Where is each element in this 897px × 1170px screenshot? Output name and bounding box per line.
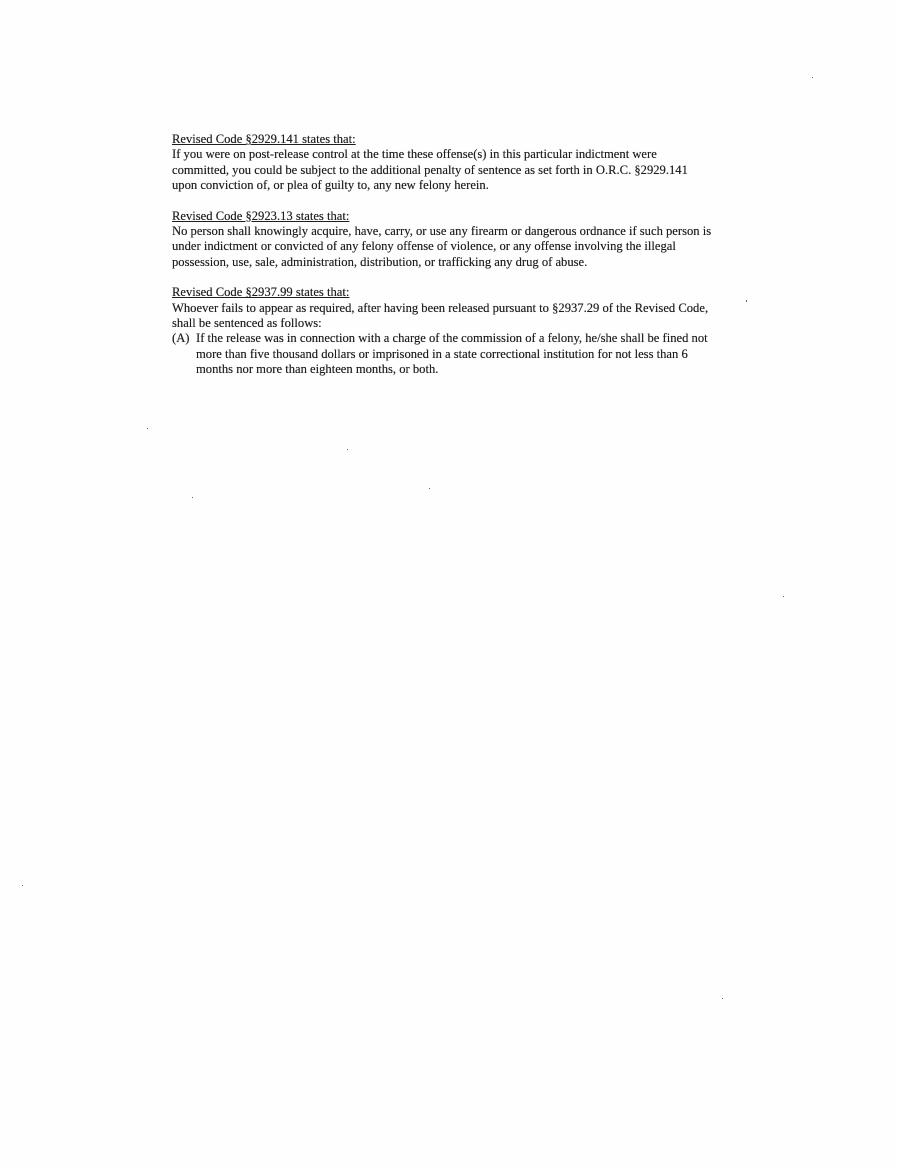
paragraph-line: upon conviction of, or plea of guilty to, any new felony herein. bbox=[172, 178, 489, 193]
section-2923-13 bbox=[172, 209, 792, 271]
scan-speck bbox=[746, 300, 747, 302]
list-item-a bbox=[172, 331, 792, 377]
scan-speck bbox=[812, 77, 813, 78]
list-item-line: months nor more than eighteen months, or both. bbox=[196, 362, 439, 377]
section-heading: Revised Code §2937.99 states that: bbox=[172, 285, 350, 300]
list-item-line: If the release was in connection with a charge of the commission of a felony, he/she shall be fined not bbox=[196, 331, 708, 346]
section-2937-99 bbox=[172, 285, 792, 377]
scan-speck bbox=[783, 596, 784, 597]
paragraph-line: Whoever fails to appear as required, after having been released pursuant to §2937.29 of the Revised Code, bbox=[172, 300, 709, 315]
paragraph-line: No person shall knowingly acquire, have, carry, or use any firearm or dangerous ordnance if such person is bbox=[172, 224, 712, 239]
list-item-marker: (A) bbox=[172, 331, 190, 346]
scan-speck bbox=[192, 497, 193, 498]
paragraph-line: shall be sentenced as follows: bbox=[172, 316, 322, 331]
scan-speck bbox=[429, 488, 430, 489]
section-heading: Revised Code §2923.13 states that: bbox=[172, 208, 350, 223]
section-2929-141 bbox=[172, 132, 792, 194]
document-body bbox=[172, 132, 792, 393]
paragraph-line: under indictment or convicted of any felony offense of violence, or any offense involving the illegal bbox=[172, 239, 676, 254]
list-item-line: more than five thousand dollars or imprisoned in a state correctional institution for not less than 6 bbox=[196, 346, 688, 361]
paragraph-line: possession, use, sale, administration, distribution, or trafficking any drug of abuse. bbox=[172, 254, 588, 269]
scan-speck bbox=[22, 885, 23, 886]
section-heading: Revised Code §2929.141 states that: bbox=[172, 132, 356, 146]
scan-speck bbox=[147, 428, 148, 429]
scan-speck bbox=[347, 449, 348, 450]
paragraph-line: committed, you could be subject to the additional penalty of sentence as set forth in O.R.C. §2929.141 bbox=[172, 162, 688, 177]
scan-speck bbox=[722, 998, 723, 999]
paragraph-line: If you were on post-release control at the time these offense(s) in this particular indictment were bbox=[172, 147, 657, 162]
